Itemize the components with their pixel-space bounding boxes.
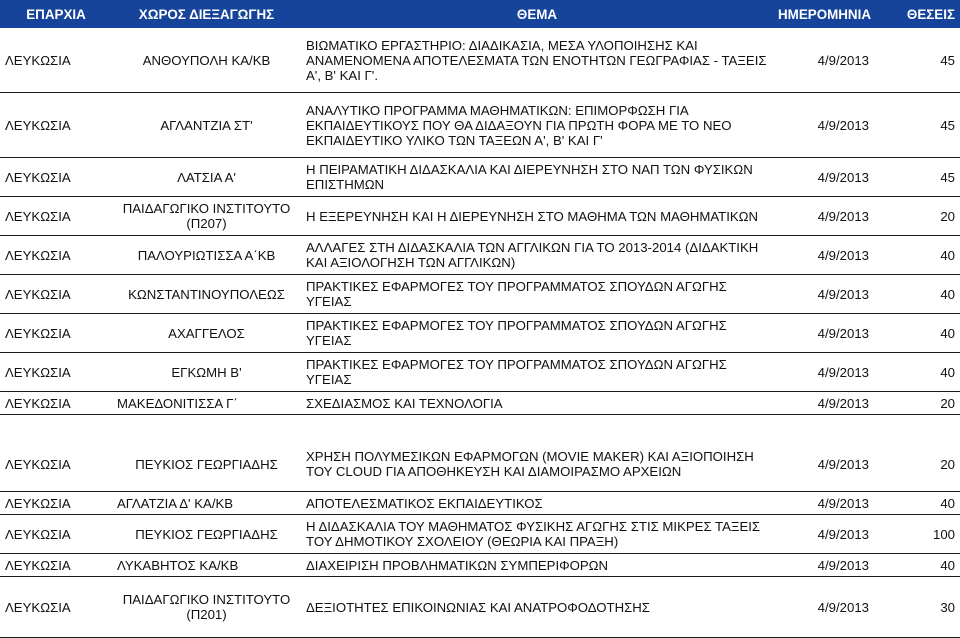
cell-seats: 20: [874, 197, 960, 236]
cell-topic: ΠΡΑΚΤΙΚΕΣ ΕΦΑΡΜΟΓΕΣ ΤΟΥ ΠΡΟΓΡΑΜΜΑΤΟΣ ΣΠΟΥΔΩΝ ΑΓΩΓΗΣ ΥΓΕΙΑΣ: [301, 353, 773, 392]
cell-province: ΛΕΥΚΩΣΙΑ: [0, 353, 112, 392]
cell-venue: ΠΑΙΔΑΓΩΓΙΚΟ ΙΝΣΤΙΤΟΥΤΟ (Π201): [112, 577, 301, 638]
row-spacer: [0, 415, 960, 438]
cell-date: 4/9/2013: [773, 515, 874, 554]
cell-topic: ΑΛΛΑΓΕΣ ΣΤΗ ΔΙΔΑΣΚΑΛΙΑ ΤΩΝ ΑΓΓΛΙΚΩΝ ΓΙΑ ΤΟ 2013-2014 (ΔΙΔΑΚΤΙΚΗ ΚΑΙ ΑΞΙΟΛΟΓΗΣΗ ΤΩΝ ΑΓΓΛΙΚΩΝ): [301, 236, 773, 275]
cell-topic: ΣΧΕΔΙΑΣΜΟΣ ΚΑΙ ΤΕΧΝΟΛΟΓΙΑ: [301, 392, 773, 415]
table-row: [0, 236, 960, 275]
cell-topic: Η ΠΕΙΡΑΜΑΤΙΚΗ ΔΙΔΑΣΚΑΛΙΑ ΚΑΙ ΔΙΕΡΕΥΝΗΣΗ ΣΤΟ ΝΑΠ ΤΩΝ ΦΥΣΙΚΩΝ ΕΠΙΣΤΗΜΩΝ: [301, 158, 773, 197]
table-row: [0, 437, 960, 492]
cell-seats: 45: [874, 28, 960, 93]
cell-venue: ΚΩΝΣΤΑΝΤΙΝΟΥΠΟΛΕΩΣ: [112, 275, 301, 314]
cell-topic: ΒΙΩΜΑΤΙΚΟ ΕΡΓΑΣΤΗΡΙΟ: ΔΙΑΔΙΚΑΣΙΑ, ΜΕΣΑ ΥΛΟΠΟΙΗΣΗΣ ΚΑΙ ΑΝΑΜΕΝΟΜΕΝΑ ΑΠΟΤΕΛΕΣΜΑΤΑ ΤΩΝ ΕΝΟΤΗΤΩΝ ΓΕΩΓΡΑΦΙΑΣ - ΤΑΞΕΙΣ Α', Β' ΚΑΙ Γ'.: [301, 28, 773, 93]
cell-seats: 40: [874, 314, 960, 353]
table-row: [0, 93, 960, 158]
cell-province: ΛΕΥΚΩΣΙΑ: [0, 314, 112, 353]
cell-topic: ΑΠΟΤΕΛΕΣΜΑΤΙΚΟΣ ΕΚΠΑΙΔΕΥΤΙΚΟΣ: [301, 492, 773, 515]
table-row: [0, 28, 960, 93]
cell-date: 4/9/2013: [773, 392, 874, 415]
cell-province: ΛΕΥΚΩΣΙΑ: [0, 197, 112, 236]
cell-date: 4/9/2013: [773, 437, 874, 492]
cell-seats: 45: [874, 93, 960, 158]
cell-province: ΛΕΥΚΩΣΙΑ: [0, 554, 112, 577]
cell-venue: ΑΝΘΟΥΠΟΛΗ ΚΑ/ΚΒ: [112, 28, 301, 93]
cell-province: ΛΕΥΚΩΣΙΑ: [0, 392, 112, 415]
table-row: [0, 492, 960, 515]
cell-venue: ΑΓΛΑΝΤΖΙΑ ΣΤ': [112, 93, 301, 158]
cell-date: 4/9/2013: [773, 275, 874, 314]
cell-province: ΛΕΥΚΩΣΙΑ: [0, 158, 112, 197]
cell-topic: ΠΡΑΚΤΙΚΕΣ ΕΦΑΡΜΟΓΕΣ ΤΟΥ ΠΡΟΓΡΑΜΜΑΤΟΣ ΣΠΟΥΔΩΝ ΑΓΩΓΗΣ ΥΓΕΙΑΣ: [301, 314, 773, 353]
table-row: [0, 392, 960, 415]
cell-seats: 20: [874, 437, 960, 492]
cell-province: ΛΕΥΚΩΣΙΑ: [0, 275, 112, 314]
cell-venue: ΠΑΛΟΥΡΙΩΤΙΣΣΑ Α΄ΚΒ: [112, 236, 301, 275]
header-date: ΗΜΕΡΟΜΗΝΙΑ: [773, 0, 874, 28]
cell-venue: ΜΑΚΕΔΟΝΙΤΙΣΣΑ Γ΄: [112, 392, 301, 415]
row-spacer-cell: [0, 415, 960, 438]
cell-venue: ΕΓΚΩΜΗ Β': [112, 353, 301, 392]
cell-province: ΛΕΥΚΩΣΙΑ: [0, 437, 112, 492]
cell-topic: Η ΕΞΕΡΕΥΝΗΣΗ ΚΑΙ Η ΔΙΕΡΕΥΝΗΣΗ ΣΤΟ ΜΑΘΗΜΑ ΤΩΝ ΜΑΘΗΜΑΤΙΚΩΝ: [301, 197, 773, 236]
cell-date: 4/9/2013: [773, 158, 874, 197]
cell-date: 4/9/2013: [773, 353, 874, 392]
table-row: [0, 314, 960, 353]
table-row: [0, 158, 960, 197]
cell-venue: ΠΑΙΔΑΓΩΓΙΚΟ ΙΝΣΤΙΤΟΥΤΟ (Π207): [112, 197, 301, 236]
table-row: [0, 353, 960, 392]
table-row: [0, 577, 960, 638]
cell-venue: ΛΥΚΑΒΗΤΟΣ ΚΑ/ΚΒ: [112, 554, 301, 577]
cell-date: 4/9/2013: [773, 492, 874, 515]
cell-topic: ΔΙΑΧΕΙΡΙΣΗ ΠΡΟΒΛΗΜΑΤΙΚΩΝ ΣΥΜΠΕΡΙΦΟΡΩΝ: [301, 554, 773, 577]
cell-province: ΛΕΥΚΩΣΙΑ: [0, 492, 112, 515]
cell-province: ΛΕΥΚΩΣΙΑ: [0, 236, 112, 275]
cell-seats: 100: [874, 515, 960, 554]
cell-venue: ΑΧΑΓΓΕΛΟΣ: [112, 314, 301, 353]
cell-seats: 40: [874, 275, 960, 314]
table-row: [0, 275, 960, 314]
cell-date: 4/9/2013: [773, 554, 874, 577]
cell-province: ΛΕΥΚΩΣΙΑ: [0, 577, 112, 638]
cell-venue: ΠΕΥΚΙΟΣ ΓΕΩΡΓΙΑΔΗΣ: [112, 515, 301, 554]
table-row: [0, 197, 960, 236]
header-province: ΕΠΑΡΧΙΑ: [0, 0, 112, 28]
header-topic: ΘΕΜΑ: [301, 0, 773, 28]
cell-topic: Η ΔΙΔΑΣΚΑΛΙΑ ΤΟΥ ΜΑΘΗΜΑΤΟΣ ΦΥΣΙΚΗΣ ΑΓΩΓΗΣ ΣΤΙΣ ΜΙΚΡΕΣ ΤΑΞΕΙΣ ΤΟΥ ΔΗΜΟΤΙΚΟΥ ΣΧΟΛΕΙΟΥ (ΘΕΩΡΙΑ ΚΑΙ ΠΡΑΞΗ): [301, 515, 773, 554]
header-seats: ΘΕΣΕΙΣ: [874, 0, 960, 28]
cell-province: ΛΕΥΚΩΣΙΑ: [0, 28, 112, 93]
cell-date: 4/9/2013: [773, 28, 874, 93]
cell-seats: 40: [874, 353, 960, 392]
cell-date: 4/9/2013: [773, 314, 874, 353]
table-row: [0, 554, 960, 577]
cell-province: ΛΕΥΚΩΣΙΑ: [0, 93, 112, 158]
cell-seats: 45: [874, 158, 960, 197]
cell-date: 4/9/2013: [773, 236, 874, 275]
cell-province: ΛΕΥΚΩΣΙΑ: [0, 515, 112, 554]
cell-venue: ΛΑΤΣΙΑ Α': [112, 158, 301, 197]
cell-seats: 30: [874, 577, 960, 638]
cell-date: 4/9/2013: [773, 93, 874, 158]
cell-topic: ΠΡΑΚΤΙΚΕΣ ΕΦΑΡΜΟΓΕΣ ΤΟΥ ΠΡΟΓΡΑΜΜΑΤΟΣ ΣΠΟΥΔΩΝ ΑΓΩΓΗΣ ΥΓΕΙΑΣ: [301, 275, 773, 314]
cell-topic: ΧΡΗΣΗ ΠΟΛΥΜΕΣΙΚΩΝ ΕΦΑΡΜΟΓΩΝ (MOVIE MAKER) ΚΑΙ ΑΞΙΟΠΟΙΗΣΗ ΤΟΥ CLOUD ΓΙΑ ΑΠΟΘΗΚΕΥΣΗ ΚΑΙ ΔΙΑΜΟΙΡΑΣΜΟ ΑΡΧΕΙΩΝ: [301, 437, 773, 492]
cell-venue: ΑΓΛΑΤΖΙΑ Δ' ΚΑ/ΚΒ: [112, 492, 301, 515]
table-row: [0, 515, 960, 554]
cell-topic: ΔΕΞΙΟΤΗΤΕΣ ΕΠΙΚΟΙΝΩΝΙΑΣ ΚΑΙ ΑΝΑΤΡΟΦΟΔΟΤΗΣΗΣ: [301, 577, 773, 638]
header-venue: ΧΩΡΟΣ ΔΙΕΞΑΓΩΓΗΣ: [112, 0, 301, 28]
cell-date: 4/9/2013: [773, 197, 874, 236]
table-header-row: [0, 0, 960, 28]
cell-seats: 20: [874, 392, 960, 415]
cell-seats: 40: [874, 492, 960, 515]
cell-topic: ΑΝΑΛΥΤΙΚΟ ΠΡΟΓΡΑΜΜΑ ΜΑΘΗΜΑΤΙΚΩΝ: ΕΠΙΜΟΡΦΩΣΗ ΓΙΑ ΕΚΠΑΙΔΕΥΤΙΚΟΥΣ ΠΟΥ ΘΑ ΔΙΔΑΞΟΥΝ ΓΙΑ ΠΡΩΤΗ ΦΟΡΑ ΜΕ ΤΟ ΝΕΟ ΕΚΠΑΙΔΕΥΤΙΚΟ ΥΛΙΚΟ ΤΩΝ ΤΑΞΕΩΝ Α', Β' ΚΑΙ Γ': [301, 93, 773, 158]
cell-seats: 40: [874, 236, 960, 275]
cell-venue: ΠΕΥΚΙΟΣ ΓΕΩΡΓΙΑΔΗΣ: [112, 437, 301, 492]
cell-seats: 40: [874, 554, 960, 577]
cell-date: 4/9/2013: [773, 577, 874, 638]
